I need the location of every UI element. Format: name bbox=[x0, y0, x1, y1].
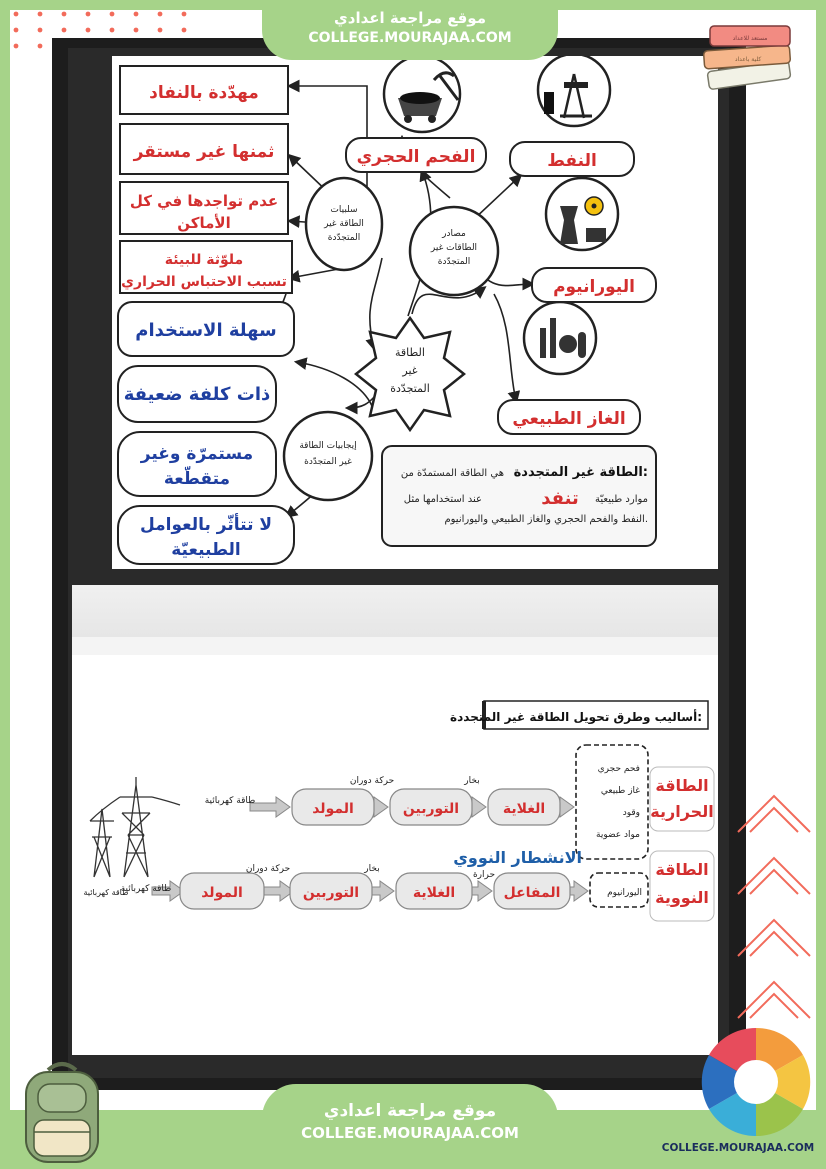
coal-cart-icon bbox=[384, 56, 460, 132]
source-label: الغاز الطبيعي bbox=[512, 409, 626, 429]
positive-text: سهلة الاستخدام bbox=[135, 320, 277, 341]
step-label: المولد bbox=[312, 801, 354, 817]
site-name-arabic: موقع مراجعة اعدادي bbox=[334, 9, 486, 27]
negative-text: عدم تواجدها في كل bbox=[129, 192, 279, 210]
node-label: إيجابيات الطاقة bbox=[299, 441, 357, 451]
source-coal bbox=[346, 138, 486, 172]
thermal-step-generator bbox=[292, 789, 374, 825]
fuel-item: اليورانيوم bbox=[607, 888, 642, 898]
handwritten-answer: الانشطار النووي bbox=[453, 848, 582, 867]
definition-term: الطاقة غير المتجددة: bbox=[513, 465, 648, 480]
node-label: الطاقات غير bbox=[430, 243, 478, 253]
step-label: المفاعل bbox=[503, 885, 561, 901]
negative-box-2 bbox=[120, 124, 288, 174]
education-circle-logo bbox=[694, 1024, 818, 1142]
fuel-item: فحم حجري bbox=[597, 764, 640, 774]
method-label: الطاقة bbox=[655, 776, 709, 795]
positive-box-3 bbox=[118, 432, 276, 496]
fuel-item: غاز طبيعي bbox=[600, 786, 640, 796]
definition-text: موارد طبيعيّة bbox=[595, 494, 648, 505]
positive-text: متقطّعة bbox=[163, 469, 231, 489]
oil-pump-icon bbox=[538, 56, 610, 126]
decorative-chevrons bbox=[732, 790, 816, 1040]
site-name-arabic: موقع مراجعة اعدادي bbox=[323, 1101, 497, 1121]
gas-plant-icon bbox=[524, 302, 596, 374]
arrow-label: حركة دوران bbox=[245, 864, 291, 874]
source-label: اليورانيوم bbox=[553, 277, 635, 297]
positives-node bbox=[284, 412, 372, 500]
step-label: الغلاية bbox=[502, 801, 546, 817]
node-label: الطاقة غير bbox=[324, 219, 364, 229]
arrow-label: طاقة كهربائية bbox=[120, 884, 172, 894]
node-label: مصادر bbox=[442, 229, 466, 239]
source-gas bbox=[498, 400, 640, 434]
fuel-item: وقود bbox=[622, 808, 640, 818]
positive-box-2 bbox=[118, 366, 276, 422]
power-pylon-icon bbox=[90, 777, 180, 877]
node-label: غير المتجدّدة bbox=[304, 457, 352, 467]
definition-text: عند استخدامها مثل bbox=[403, 494, 482, 505]
node-label: المتجدّدة bbox=[327, 233, 361, 243]
source-uranium bbox=[532, 268, 656, 302]
nuclear-step-generator bbox=[180, 873, 264, 909]
site-url[interactable]: COLLEGE.MOURAJAA.COM bbox=[301, 1124, 519, 1142]
nuclear-step-boiler bbox=[396, 873, 472, 909]
site-url[interactable]: COLLEGE.MOURAJAA.COM bbox=[308, 30, 512, 46]
positive-text: الطبيعيّة bbox=[171, 540, 241, 560]
conversion-page bbox=[72, 585, 718, 1055]
method-label: الحرارية bbox=[650, 802, 714, 821]
method-label: النووية bbox=[655, 888, 709, 907]
source-label: النفط bbox=[547, 151, 597, 171]
site-footer-badge bbox=[262, 1084, 558, 1169]
step-label: الغلاية bbox=[412, 885, 456, 901]
arrow-label: طاقة كهربائية bbox=[204, 796, 256, 806]
negative-text: تسبب الاحتباس الحراري bbox=[121, 274, 287, 290]
step-label: التوربين bbox=[302, 885, 360, 901]
nuclear-step-turbine bbox=[290, 873, 372, 909]
nuclear-label bbox=[650, 851, 714, 921]
positive-text: مستمرّة وغير bbox=[140, 444, 254, 464]
green-border-left bbox=[0, 0, 10, 1169]
site-header-badge bbox=[262, 0, 558, 60]
negative-text: ثمنها غير مستقر bbox=[133, 142, 275, 162]
book-label: كلية باعداد bbox=[734, 56, 762, 63]
definition-answer: تنفد bbox=[541, 488, 579, 509]
arrow-label: حركة دوران bbox=[349, 776, 395, 786]
negative-box-3 bbox=[120, 182, 288, 234]
negative-box-4 bbox=[120, 241, 292, 293]
brand-url[interactable]: COLLEGE.MOURAJAA.COM bbox=[661, 1142, 815, 1154]
negative-box-1 bbox=[120, 66, 288, 114]
positive-box-1 bbox=[118, 302, 294, 356]
positive-box-4 bbox=[118, 506, 294, 564]
node-label: سلبيات bbox=[330, 205, 358, 215]
thermal-step-turbine bbox=[390, 789, 472, 825]
nuclear-fuel-box bbox=[590, 873, 648, 907]
arrow-label: حرارة bbox=[472, 870, 496, 880]
negative-text: الأماكن bbox=[177, 214, 231, 232]
fuel-item: مواد عضوية bbox=[596, 830, 640, 840]
conversion-diagram bbox=[72, 585, 718, 1055]
mind-map-diagram bbox=[112, 56, 718, 569]
books-stack-icon bbox=[696, 12, 806, 94]
definition-box bbox=[382, 446, 656, 546]
sources-node bbox=[410, 207, 498, 295]
arrow-label: بخار bbox=[364, 864, 380, 874]
nuclear-step-reactor bbox=[494, 873, 570, 909]
negatives-node bbox=[306, 178, 382, 270]
center-star-node bbox=[356, 318, 464, 430]
negative-text: ملوّثة للبيئة bbox=[164, 252, 244, 268]
pylon-label: طاقة كهربائية bbox=[83, 888, 129, 897]
positive-text: لا تتأثّر بالعوامل bbox=[139, 515, 273, 535]
step-label: التوربين bbox=[402, 801, 460, 817]
center-label: المتجدّدة bbox=[390, 382, 430, 395]
center-label: الطاقة bbox=[395, 346, 425, 359]
arrow-label: بخار bbox=[464, 776, 480, 786]
source-label: الفحم الحجري bbox=[356, 147, 476, 167]
mind-map-page bbox=[112, 56, 718, 569]
green-border-right bbox=[816, 0, 826, 1169]
source-oil bbox=[510, 142, 634, 176]
positive-text: ذات كلفة ضعيفة bbox=[123, 384, 271, 405]
conversion-title-text: أساليب وطرق تحويل الطاقة غير المتجددة: bbox=[450, 710, 702, 724]
thermal-fuels-box bbox=[576, 745, 648, 859]
thermal-step-boiler bbox=[488, 789, 560, 825]
method-label: الطاقة bbox=[655, 860, 709, 879]
node-label: المتجدّدة bbox=[437, 257, 471, 267]
center-label: غير bbox=[402, 364, 418, 377]
backpack-icon bbox=[12, 1058, 112, 1166]
thermal-label bbox=[650, 767, 714, 831]
nuclear-plant-icon bbox=[546, 178, 618, 250]
negative-text: مهدّدة بالنفاد bbox=[149, 83, 259, 103]
definition-text: النفط والفحم الحجري والغاز الطبيعي واليورانيوم. bbox=[444, 514, 648, 525]
book-label: مستعد للاعداد bbox=[732, 35, 768, 42]
conversion-title bbox=[450, 701, 708, 729]
step-label: المولد bbox=[201, 885, 243, 901]
definition-text: هي الطاقة المستمدّة من bbox=[400, 468, 504, 479]
